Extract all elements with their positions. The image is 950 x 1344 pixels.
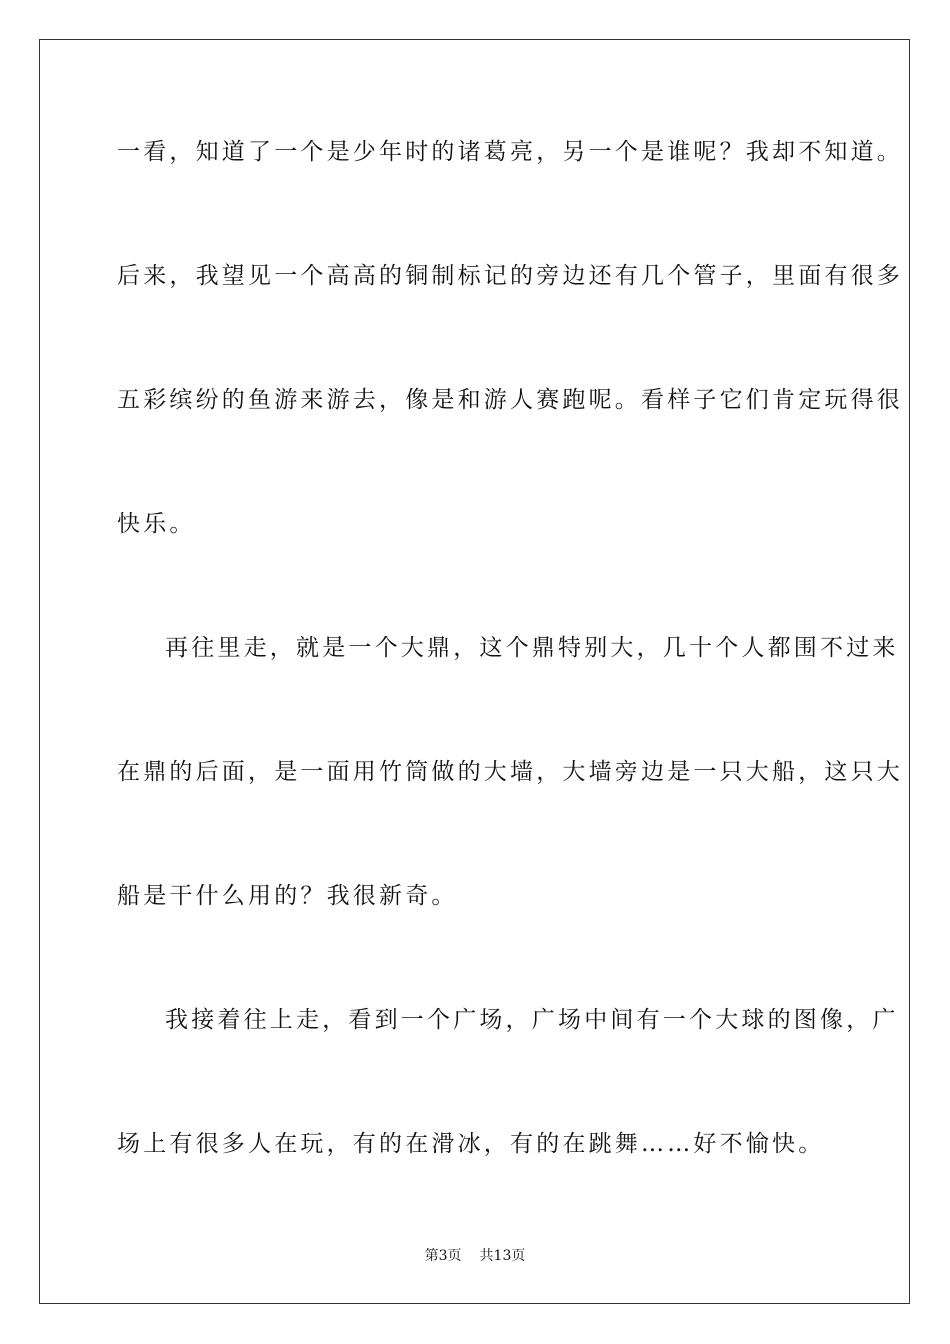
body-text-line: 场上有很多人在玩，有的在滑冰，有的在跳舞……好不愉快。 xyxy=(117,1131,825,1157)
body-text-line: 船是干什么用的？我很新奇。 xyxy=(117,883,458,909)
page-number: 第3页 xyxy=(424,1248,462,1264)
body-text-line: 后来，我望见一个高高的铜制标记的旁边还有几个管子，里面有很多 xyxy=(117,263,903,289)
page-footer xyxy=(0,1247,950,1265)
body-text-line: 在鼎的后面，是一面用竹筒做的大墙，大墙旁边是一只大船，这只大 xyxy=(117,759,903,785)
body-text-line: 我接着往上走，看到一个广场，广场中间有一个大球的图像，广 xyxy=(165,1007,899,1033)
body-text-line: 五彩缤纷的鱼游来游去，像是和游人赛跑呢。看样子它们肯定玩得很 xyxy=(117,387,903,413)
body-text-line: 再往里走，就是一个大鼎，这个鼎特别大，几十个人都围不过来 xyxy=(165,635,899,661)
page-border xyxy=(39,39,910,1304)
body-text-line: 快乐。 xyxy=(117,511,196,537)
body-text-line: 一看，知道了一个是少年时的诸葛亮，另一个是谁呢？我却不知道。 xyxy=(117,139,903,165)
page-total: 共13页 xyxy=(479,1248,526,1264)
